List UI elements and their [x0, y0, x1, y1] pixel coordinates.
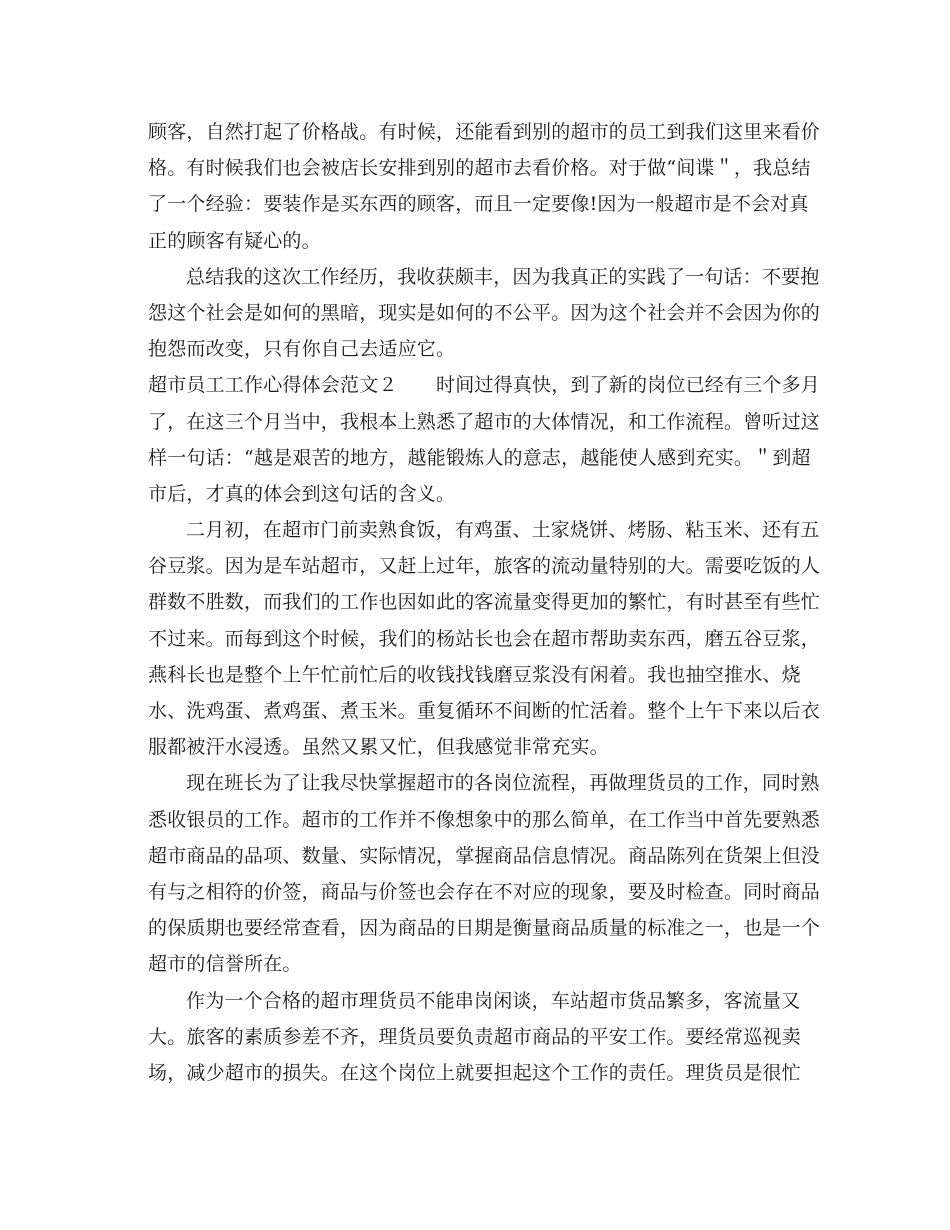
text-line: 悉收银员的工作。超市的工作并不像想象中的那么简单，在工作当中首先要熟悉	[148, 808, 821, 831]
text-line: 不过来。而每到这个时候，我们的杨站长也会在超市帮助卖东西，磨五谷豆浆，	[148, 627, 821, 650]
text-line: 场，减少超市的损失。在这个岗位上就要担起这个工作的责任。理货员是很忙	[148, 1061, 801, 1084]
text-line: 有与之相符的价签，商品与价签也会存在不对应的现象，要及时检查。同时商品	[148, 880, 821, 903]
text-line: 水、洗鸡蛋、煮鸡蛋、煮玉米。重复循环不间断的忙活着。整个上午下来以后衣	[148, 700, 821, 722]
text-line: 了，在这三个月当中，我根本上熟悉了超市的大体情况，和工作流程。曾听过这	[148, 410, 821, 433]
text-line: 格。有时候我们也会被店长安排到别的超市去看价格。对于做“间谍＂，我总结	[148, 157, 811, 180]
text-line: 大。旅客的素质参差不齐，理货员要负责超市商品的平安工作。要经常巡视卖	[148, 1025, 801, 1048]
text-line: 服都被汗水浸透。虽然又累又忙，但我感觉非常充实。	[148, 736, 609, 759]
text-line: 作为一个合格的超市理货员不能串岗闲谈，车站超市货品繁多，客流量又	[186, 989, 801, 1012]
text-line: 二月初，在超市门前卖熟食饭，有鸡蛋、土家烧饼、烤肠、粘玉米、还有五	[186, 519, 820, 542]
text-line: 超市商品的品项、数量、实际情况，掌握商品信息情况。商品陈列在货架上但没	[148, 844, 821, 867]
document-body	[148, 114, 821, 1091]
text-line: 超市的信誉所在。	[148, 953, 302, 976]
text-line: 谷豆浆。因为是车站超市，又赶上过年，旅客的流动量特别的大。需要吃饭的人	[148, 555, 821, 578]
text-line: 的保质期也要经常查看，因为商品的日期是衡量商品质量的标准之一，也是一个	[148, 917, 821, 940]
text-line: 燕科长也是整个上午忙前忙后的收钱找钱磨豆浆没有闲着。我也抽空推水、烧	[148, 663, 801, 686]
text-line: 了一个经验：要装作是买东西的顾客，而且一定要像!因为一般超市是不会对真	[148, 193, 809, 216]
text-line: 市后，才真的体会到这句话的含义。	[148, 482, 456, 505]
text-line: 样一句话：“越是艰苦的地方，越能锻炼人的意志，越能使人感到充实。＂到超	[148, 446, 811, 469]
text-line: 怨这个社会是如何的黑暗，现实是如何的不公平。因为这个社会并不会因为你的	[148, 301, 821, 324]
text-line: 总结我的这次工作经历，我收获颇丰，因为我真正的实践了一句话：不要抱	[186, 265, 820, 288]
text-line: 超市员工工作心得体会范文２ 时间过得真快，到了新的岗位已经有三个多月	[148, 374, 821, 397]
text-line: 顾客，自然打起了价格战。有时候，还能看到别的超市的员工到我们这里来看价	[148, 121, 821, 143]
text-line: 抱怨而改变，只有你自己去适应它。	[148, 338, 456, 361]
text-line: 现在班长为了让我尽快掌握超市的各岗位流程，再做理货员的工作，同时熟	[186, 772, 820, 795]
text-line: 群数不胜数，而我们的工作也因如此的客流量变得更加的繁忙，有时甚至有些忙	[148, 591, 821, 614]
text-line: 正的顾客有疑心的。	[148, 229, 321, 252]
